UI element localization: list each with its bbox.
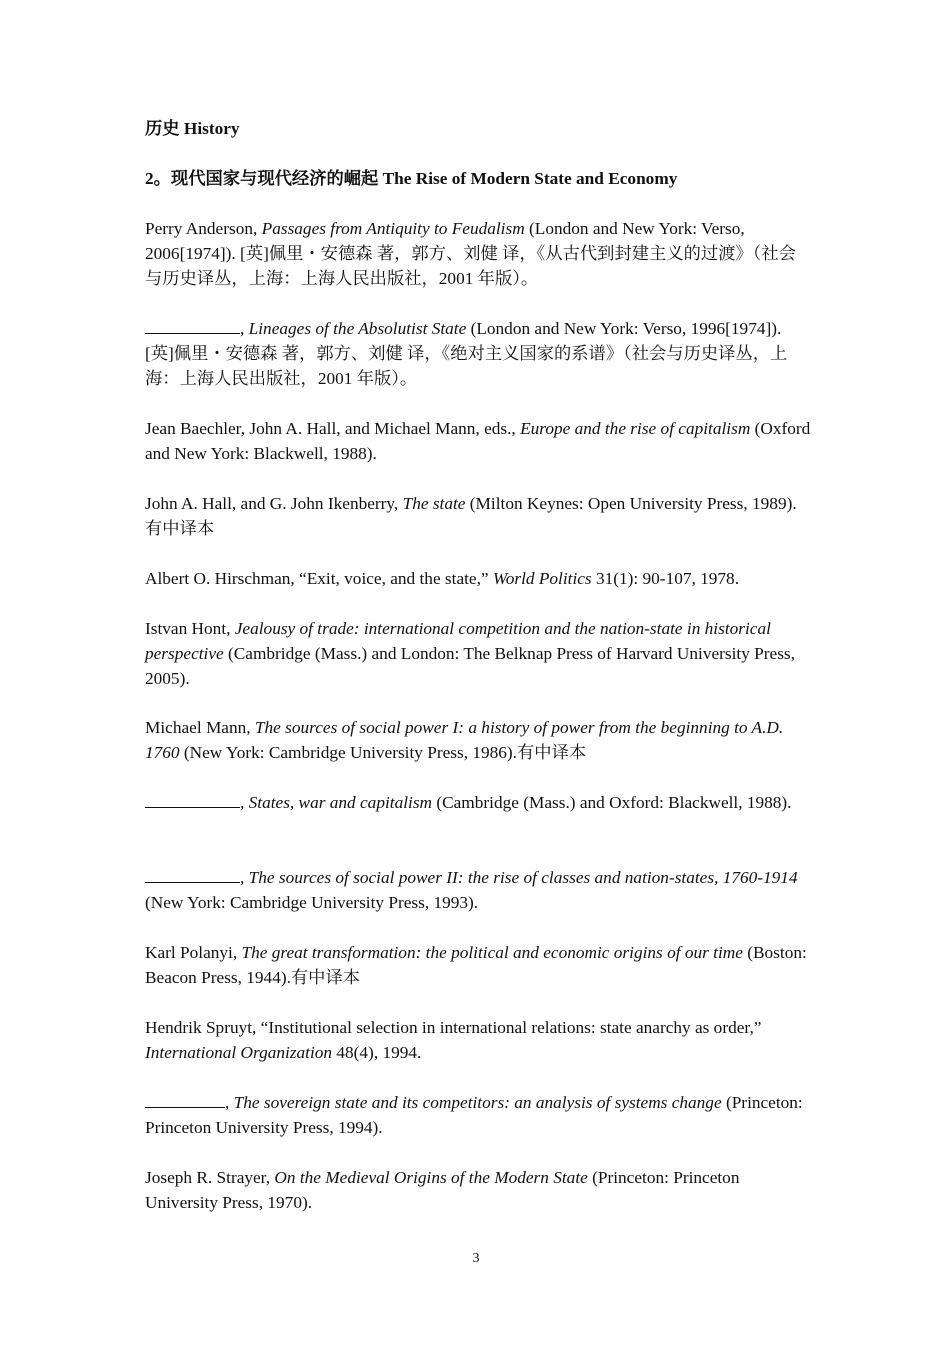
entry-details: (New York: Cambridge University Press, 1986).有中译本 xyxy=(179,743,587,762)
ditto-blank-line xyxy=(145,865,240,883)
bibliography-entry xyxy=(145,216,813,291)
entry-title: The great transformation: the political and economic origins of our time xyxy=(241,943,743,962)
entry-title: The state xyxy=(402,494,466,513)
entry-details: 48(4), 1994. xyxy=(332,1043,422,1062)
entry-title: Passages from Antiquity to Feudalism xyxy=(261,219,525,238)
entry-details: (Princeton: Princeton University Press, 1994). xyxy=(145,1093,803,1137)
entry-prefix: , xyxy=(240,868,249,887)
entry-details: (Oxford and New York: Blackwell, 1988). xyxy=(145,419,811,463)
bibliography-entry xyxy=(145,416,813,466)
entry-title: On the Medieval Origins of the Modern State xyxy=(274,1168,588,1187)
entry-details: (Cambridge (Mass.) and Oxford: Blackwell, 1988). xyxy=(432,793,792,812)
entry-title: International Organization xyxy=(145,1043,333,1062)
entry-author: Perry Anderson, xyxy=(145,219,262,238)
entry-prefix: , xyxy=(225,1093,234,1112)
entry-prefix: , xyxy=(240,793,249,812)
entry-details: (Milton Keynes: Open University Press, 1989).有中译本 xyxy=(145,494,797,538)
entry-details: (Princeton: Princeton University Press, 1970). xyxy=(145,1168,740,1212)
entry-author: Karl Polanyi, xyxy=(145,943,242,962)
entry-title: The sovereign state and its competitors: an analysis of systems change xyxy=(233,1093,722,1112)
ditto-blank-line xyxy=(145,316,240,334)
ditto-blank-line xyxy=(145,1090,225,1108)
ditto-blank-line xyxy=(145,790,240,808)
entry-author: Hendrik Spruyt, “Institutional selection in international relations: state anarchy as order,” xyxy=(145,1018,762,1037)
entry-author: John A. Hall, and G. John Ikenberry, xyxy=(145,494,403,513)
section-heading: 历史 History xyxy=(145,119,240,138)
entry-details: (New York: Cambridge University Press, 1993). xyxy=(145,893,479,912)
entry-details: (London and New York: Verso, 1996[1974]). [英]佩里・安德森 著，郭方、刘健 译，《绝对主义国家的系谱》（社会与历史译丛，上海：上海人民出版社，2001 年版）。 xyxy=(145,319,788,388)
subsection-heading: 2。现代国家与现代经济的崛起 The Rise of Modern State and Economy xyxy=(145,169,678,188)
bibliography-entry xyxy=(145,491,813,541)
entry-title: World Politics xyxy=(492,569,592,588)
entry-details: (London and New York: Verso, 2006[1974]). [英]佩里・安德森 著，郭方、刘健 译，《从古代到封建主义的过渡》（社会与历史译丛，上海：上海人民出版社，2001 年版）。 xyxy=(145,219,796,288)
bibliography-entry xyxy=(145,715,813,765)
entry-title: The sources of social power II: the rise of classes and nation-states, 1760-1914 xyxy=(248,868,798,887)
bibliography-entry xyxy=(145,566,813,591)
bibliography-entry xyxy=(145,940,813,990)
bibliography-entry xyxy=(145,1165,813,1215)
entry-details: (Cambridge (Mass.) and London: The Belknap Press of Harvard University Press, 2005). xyxy=(145,644,795,688)
entry-author: Albert O. Hirschman, “Exit, voice, and the state,” xyxy=(145,569,493,588)
entry-title: Lineages of the Absolutist State xyxy=(248,319,467,338)
entry-title: States, war and capitalism xyxy=(248,793,433,812)
entry-author: Joseph R. Strayer, xyxy=(145,1168,275,1187)
bibliography-entry xyxy=(145,790,813,815)
entry-prefix: , xyxy=(240,319,249,338)
entry-details: (Boston: Beacon Press, 1944).有中译本 xyxy=(145,943,807,987)
page-number: 3 xyxy=(472,1251,480,1266)
bibliography-entry xyxy=(145,316,813,391)
entry-author: Jean Baechler, John A. Hall, and Michael Mann, eds., xyxy=(145,419,521,438)
bibliography-entry xyxy=(145,865,813,915)
entry-author: Istvan Hont, xyxy=(145,619,235,638)
bibliography-entry xyxy=(145,616,813,691)
entry-title: Jealousy of trade: international competition and the nation-state in historical perspective xyxy=(145,619,771,663)
bibliography-entry xyxy=(145,1090,813,1140)
entry-details: 31(1): 90-107, 1978. xyxy=(591,569,740,588)
bibliography-entry xyxy=(145,1015,813,1065)
entry-author: Michael Mann, xyxy=(145,718,255,737)
entry-title: The sources of social power I: a history of power from the beginning to A.D. 1760 xyxy=(145,718,784,762)
entry-title: Europe and the rise of capitalism xyxy=(520,419,751,438)
